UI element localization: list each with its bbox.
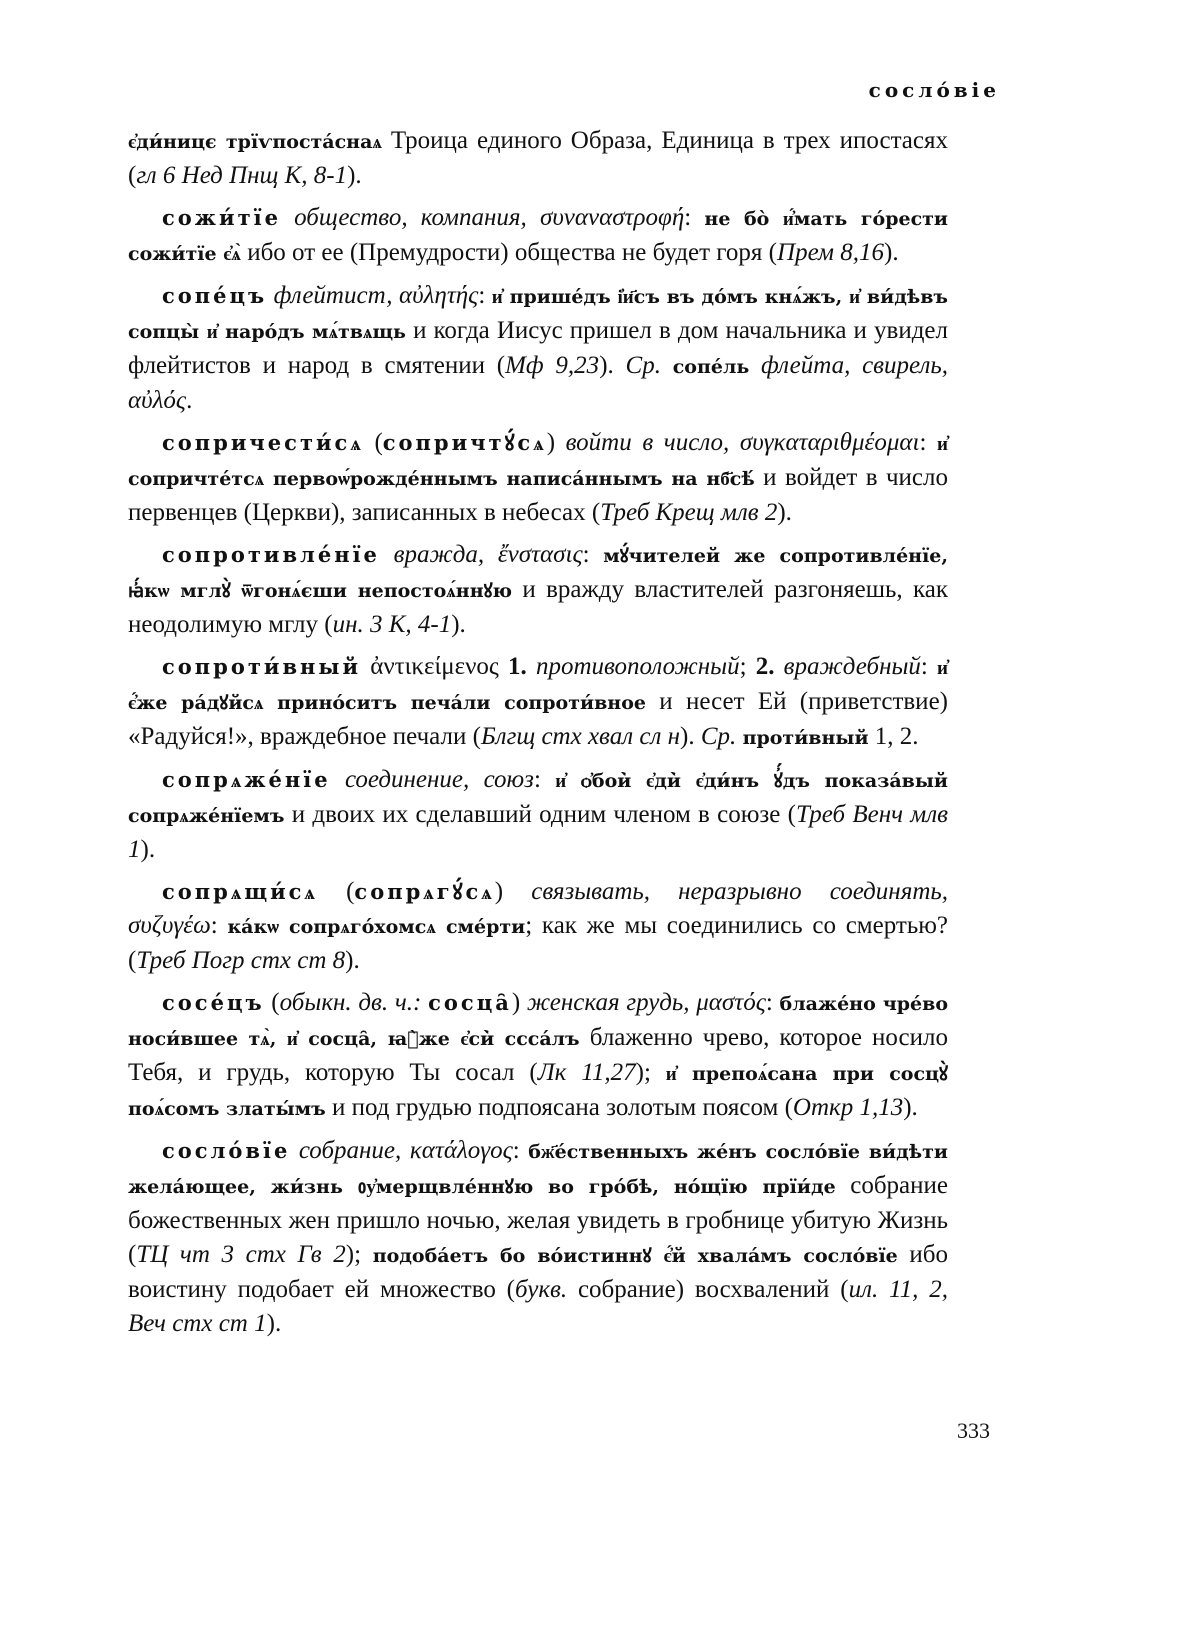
entry-definition: вражда, ἔνστασις: [393, 541, 583, 568]
entry-headword: сопе́цъ: [162, 283, 268, 308]
punctuation: ).: [451, 611, 466, 638]
church-slavonic-example: не бо̀ и҆́мать го́рести сожи́тїе є҆ѧ̀: [128, 208, 948, 265]
spacer: [380, 541, 394, 568]
source-reference: Блгщ стх хвал сл н: [480, 723, 681, 750]
sense-number: 1.: [508, 653, 527, 680]
punctuation: ).: [266, 1310, 282, 1337]
dictionary-entry: [128, 763, 948, 867]
punctuation: :: [512, 1137, 529, 1164]
spacer: [499, 653, 508, 680]
punctuation: (: [317, 878, 355, 905]
example-translation: и когда Иисус пришел в дом начальника и увидел флейтистов и народ в смятении (: [128, 317, 948, 379]
punctuation: :: [582, 541, 604, 568]
entry-definition: противоположный: [535, 653, 740, 680]
source-reference: Откр 1,13: [792, 1094, 904, 1121]
example-translation: и двоих их сделавший одним членом в союзе (: [284, 801, 796, 828]
entries-column: [128, 124, 948, 1349]
cross-reference-label: Ср.: [700, 723, 737, 750]
entry-definition: враждебный: [783, 653, 921, 680]
punctuation: :: [919, 429, 938, 456]
entry-definition: флейта, свирель, αὐλός: [128, 352, 949, 414]
church-slavonic-example: подоба́етъ бо во́истиннꙋ є҆́й хвала́мъ сосло́вїе: [372, 1245, 898, 1267]
punctuation: );: [635, 1059, 666, 1086]
punctuation: );: [345, 1241, 373, 1268]
example-translation: блаженно чрево, которое носило Тебя, и грудь, которую Ты сосал (: [128, 1024, 949, 1086]
entry-headword: сопричести́сѧ: [162, 430, 364, 455]
punctuation: :: [684, 204, 705, 231]
entry-headword: сопротивле́нїе: [162, 542, 380, 567]
example-translation: собрание) восхвалений (: [567, 1276, 849, 1303]
entry-headword: сосе́цъ: [162, 990, 265, 1015]
punctuation: :: [533, 766, 556, 793]
source-reference: Прем 8,16: [777, 239, 884, 266]
source-reference: Треб Погр стх ст 8: [136, 947, 346, 974]
spacer: [774, 653, 783, 680]
example-translation: ; как же мы соединились со смертью? (: [128, 912, 948, 974]
entry-definition: связывать, неразрывно соединять, συζυγέω: [128, 878, 949, 939]
grammar-note: обыкн. дв. ч.:: [279, 989, 422, 1016]
entry-headword-variant: сопричтꙋ́сѧ: [382, 430, 547, 455]
cross-reference-word: проти́вный: [742, 727, 869, 749]
dictionary-entry: [128, 538, 948, 642]
dictionary-entry: [128, 650, 948, 755]
source-reference: Мф 9,23: [505, 352, 600, 379]
punctuation: ): [511, 989, 527, 1016]
example-translation: и несет Ей (приветствие) «Радуйся!», враждебное печали (: [128, 688, 948, 750]
entry-headword: сожи́тїе: [162, 205, 281, 230]
punctuation: ).: [140, 836, 156, 863]
church-slavonic-example: мꙋ́чителей же сопротивле́нїе, ꙗ҆́кѡ мглꙋ̀ ѿгонѧ́єши непостоѧ́ннꙋю: [128, 545, 948, 602]
church-slavonic-example: блаже́но чре́во носи́вшее тѧ̀, и҆ сосца̑, ꙗ҆̀же є҆си̇̀ ссса́лъ: [128, 993, 949, 1050]
source-reference: ТЦ чт 3 стх Гв 2: [136, 1241, 346, 1268]
punctuation: :: [765, 989, 780, 1016]
abbreviation: букв.: [515, 1276, 568, 1303]
entry-definition: женская грудь, μαστός: [526, 989, 766, 1016]
punctuation: :: [210, 912, 228, 939]
example-translation: и под грудью подпоясана золотым поясом (: [325, 1094, 793, 1121]
spacer: [331, 766, 345, 793]
church-slavonic-example: и҆ прише́дъ і҆и҃съ въ до́мъ кнѧ́жъ, и҆ ви́дѣвъ сопцы̀ и҆ наро́дъ мѧ́твѧщь: [128, 286, 948, 343]
source-reference: Треб Крещ млв 2: [600, 499, 778, 526]
entry-headword-variant: сосца̑: [428, 990, 512, 1015]
spacer: [749, 352, 761, 379]
punctuation: .: [186, 387, 193, 414]
entry-definition: общество, компания, συναναστροφή: [294, 204, 685, 231]
dictionary-entry: [128, 201, 948, 271]
dictionary-entry: [128, 986, 948, 1126]
dictionary-entry: [128, 279, 948, 418]
greek-equivalent: ἀντικείμενος: [370, 653, 499, 680]
entry-definition: войти в число, συγκαταριθμέομαι: [565, 429, 920, 456]
punctuation: ).: [884, 239, 899, 266]
example-translation: собрание божественных жен пришло ночью, желая увидеть в гробнице убитую Жизнь (: [128, 1172, 948, 1268]
source-reference: ил. 11, 2, Веч стх ст 1: [128, 1276, 949, 1337]
spacer: [290, 1137, 298, 1164]
church-slavonic-example: ка́кѡ сопрѧго́хомсѧ сме́рти: [227, 916, 526, 938]
punctuation: ).: [347, 162, 362, 189]
example-translation: и вражду властителей разгоняешь, как неодолимую мглу (: [128, 576, 948, 638]
entry-definition: флейтист, αὐλητής: [273, 282, 479, 309]
entry-headword: сопрѧже́нїе: [162, 767, 331, 792]
church-slavonic-example: и҆ ѻ҆бои̇̀ є҆ди̇̀ є҆ди́нъ ꙋ҆́дъ показа́вый сопрѧже́нїемъ: [128, 770, 948, 827]
sense-number: 2.: [755, 653, 775, 680]
spacer: [281, 204, 294, 231]
entry-headword: сопрѧщи́сѧ: [162, 879, 318, 904]
cross-reference-senses: 1, 2.: [868, 723, 919, 750]
spacer: [661, 352, 673, 379]
example-translation: ибо от ее (Премудрости) общества не будет горя (: [240, 239, 778, 266]
church-slavonic-text: є҆ди́ницє трїѵпоста́снаѧ: [128, 131, 382, 153]
punctuation: (: [264, 989, 280, 1016]
cross-reference-label: Ср.: [625, 352, 661, 379]
punctuation: ;: [739, 653, 756, 680]
church-slavonic-example: и҆ є҆́же ра́дꙋйсѧ прино́ситъ печа́ли сопроти́вное: [128, 657, 948, 714]
source-reference: Лк 11,27: [537, 1059, 636, 1086]
punctuation: :: [920, 653, 938, 680]
entry-headword: сопроти́вный: [162, 654, 362, 679]
entry-definition: соединение, союз: [344, 766, 534, 793]
source-reference: Треб Венч млв 1: [128, 801, 948, 863]
spacer: [527, 653, 536, 680]
page-number: 333: [957, 1418, 990, 1443]
church-slavonic-example: и҆ сопричте́тсѧ первоѡ́рожде́ннымъ написа́ннымъ на нб҃сѣ́: [128, 433, 948, 490]
dictionary-entry: [128, 875, 948, 978]
punctuation: ).: [777, 499, 792, 526]
punctuation: ).: [345, 947, 360, 974]
dictionary-entry: [128, 1134, 948, 1341]
entry-headword: сосло́вїе: [162, 1138, 291, 1163]
gloss-text: Троица единого Образа, Единица в трех ипостасях (: [128, 127, 948, 189]
example-translation: и войдет в число первенцев (Церкви), записанных в небесах (: [128, 464, 948, 526]
dictionary-entry: [128, 426, 948, 530]
spacer: [361, 653, 370, 680]
dictionary-entry: [128, 124, 948, 193]
entry-definition: собрание, κατάλογος: [298, 1137, 513, 1164]
example-translation: ибо воистину подобает ей множество (: [128, 1241, 949, 1303]
running-head: сосло́віе: [868, 78, 1000, 102]
source-reference: гл 6 Нед Пнщ К, 8-1: [136, 162, 348, 189]
entry-headword-variant: сопрѧгꙋ́сѧ: [354, 879, 495, 904]
punctuation: ): [546, 429, 566, 456]
punctuation: ).: [680, 723, 701, 750]
punctuation: :: [478, 282, 492, 309]
punctuation: ).: [599, 352, 626, 379]
church-slavonic-example: и҆ препоѧ́сана при сосцꙋ̀ поѧ́сомъ златы́мъ: [128, 1063, 948, 1120]
source-reference: ин. 3 К, 4-1: [332, 611, 452, 638]
cross-reference-word: сопе́ль: [672, 356, 750, 378]
punctuation: ).: [903, 1094, 918, 1121]
church-slavonic-example: бж҃е́ственныхъ же́нъ сосло́вїе ви́дѣти жела́ющее, жи́знь ᲂу҆мерщвле́ннꙋю во гро́бѣ, но́щїю прїи́де: [128, 1141, 949, 1198]
punctuation: (: [363, 429, 383, 456]
punctuation: ): [494, 878, 532, 905]
